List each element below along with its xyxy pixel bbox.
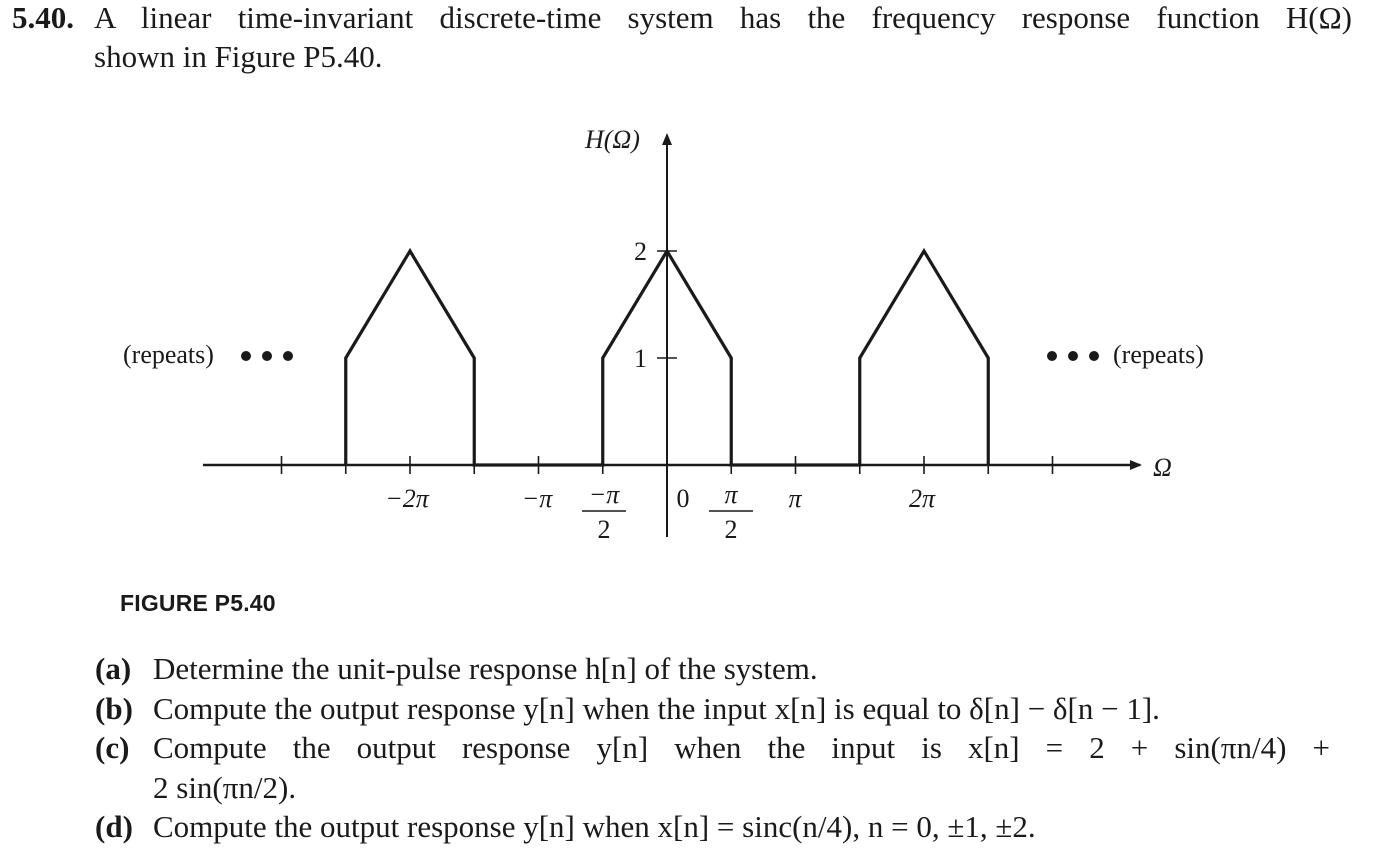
ellipsis-dot <box>241 351 251 361</box>
part-text: Compute the output response y[n] when x[n] = sinc(n/4), n = 0, ±1, ±2. <box>153 809 1036 844</box>
problem-text-line2: shown in Figure P5.40. <box>94 39 383 74</box>
problem-statement <box>12 0 1352 76</box>
part-label: (b) <box>95 690 133 726</box>
problem-text-line1: A linear time-invariant discrete-time system has the frequency response function H(Ω) <box>94 0 1352 35</box>
ellipsis-dot <box>283 351 293 361</box>
y-tick-label: 1 <box>634 344 647 373</box>
x-tick-label: π <box>788 484 802 513</box>
y-axis-label: H(Ω) <box>585 125 640 154</box>
ellipsis-dot <box>1089 351 1099 361</box>
frequency-response-chart <box>0 110 1376 570</box>
part-d <box>95 807 1330 847</box>
part-c <box>95 728 1330 768</box>
x-tick-label: 2π <box>908 484 936 513</box>
part-label: (d) <box>95 809 133 844</box>
x-tick-label-numerator: π <box>724 480 738 509</box>
repeats-right-label: (repeats) <box>1113 340 1204 369</box>
part-c-continuation: 2 sin(πn/2). <box>153 769 297 805</box>
x-tick-label-numerator: −π <box>588 480 620 509</box>
ellipsis-dot <box>262 351 272 361</box>
figure-label: FIGURE P5.40 <box>120 590 276 616</box>
ellipsis-dot <box>1047 351 1057 361</box>
question-parts <box>95 649 1330 847</box>
part-b <box>95 689 1330 729</box>
x-tick-label-denominator: 2 <box>724 515 738 544</box>
axes <box>203 135 1140 537</box>
part-text: Compute the output response y[n] when the input is x[n] = 2 + sin(πn/4) + <box>153 730 1330 765</box>
x-tick-label-denominator: 2 <box>597 515 611 544</box>
part-text: Determine the unit-pulse response h[n] of the system. <box>153 651 818 686</box>
part-text: Compute the output response y[n] when the input x[n] is equal to δ[n] − δ[n − 1]. <box>153 690 1160 726</box>
part-a <box>95 649 1330 689</box>
figure <box>0 110 1376 570</box>
x-tick-label: −π <box>521 484 553 513</box>
part-label: (c) <box>95 730 130 765</box>
ellipsis-dot <box>1068 351 1078 361</box>
part-label: (a) <box>95 651 132 686</box>
x-axis-label: Ω <box>1153 453 1172 482</box>
problem-number: 5.40. <box>12 0 74 35</box>
x-tick-label: −2π <box>385 484 429 513</box>
y-tick-label: 2 <box>634 237 647 266</box>
axis-labels <box>123 125 1204 544</box>
repeats-left-label: (repeats) <box>123 340 214 369</box>
x-tick-label: 0 <box>676 484 690 513</box>
